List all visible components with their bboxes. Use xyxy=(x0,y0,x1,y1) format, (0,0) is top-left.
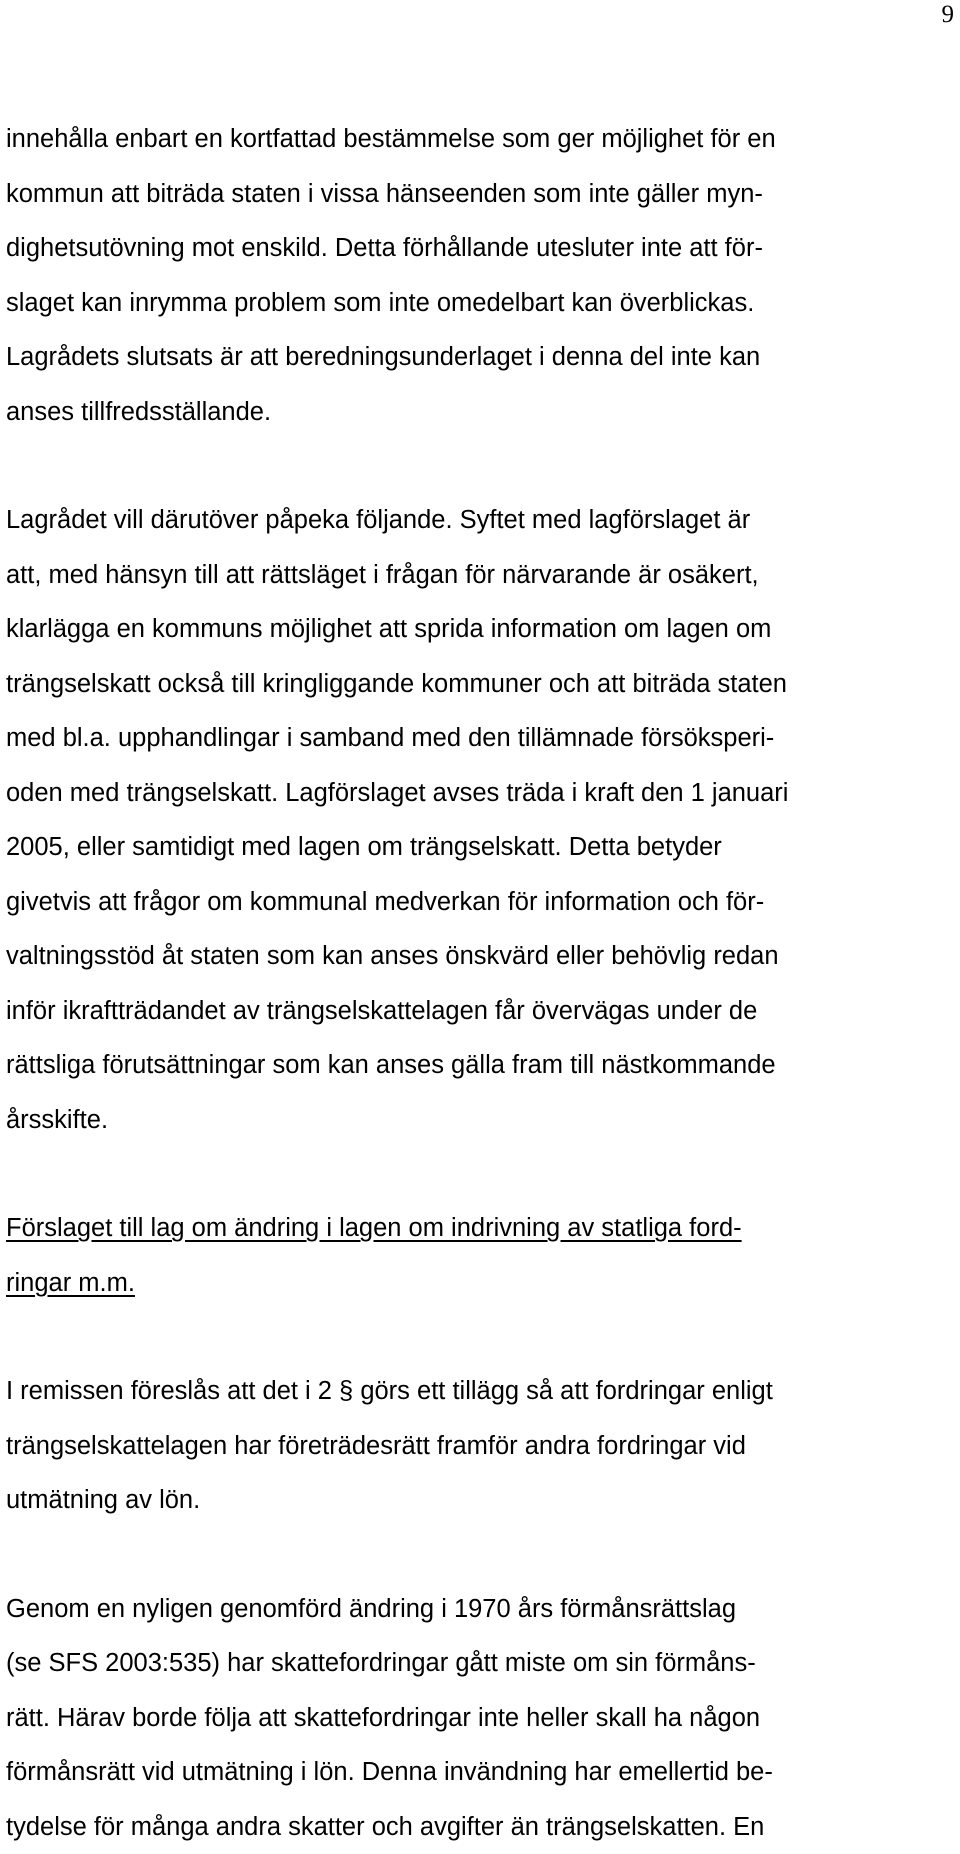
text-line: Lagrådet vill därutöver påpeka följande. Syftet med lagförslaget är xyxy=(6,493,956,548)
page-number: 9 xyxy=(942,2,955,27)
text-line: givetvis att frågor om kommunal medverkan för information och för- xyxy=(6,875,956,930)
paragraph-priority-law xyxy=(6,1582,956,1854)
text-line: anses tillfredsställande. xyxy=(6,385,956,440)
text-line: valtningsstöd åt staten som kan anses önskvärd eller behövlig redan xyxy=(6,929,956,984)
paragraph-spacer xyxy=(6,1528,956,1582)
text-line: årsskifte. xyxy=(6,1093,956,1148)
document-body xyxy=(6,112,956,1854)
text-line: innehålla enbart en kortfattad bestämmelse som ger möjlighet för en xyxy=(6,112,956,167)
text-line: att, med hänsyn till att rättsläget i frågan för närvarande är osäkert, xyxy=(6,548,956,603)
paragraph-spacer xyxy=(6,1147,956,1201)
text-line: (se SFS 2003:535) har skattefordringar gått miste om sin förmåns- xyxy=(6,1636,956,1691)
heading-line xyxy=(6,1256,956,1311)
text-line: rättsliga förutsättningar som kan anses gälla fram till nästkommande xyxy=(6,1038,956,1093)
paragraph-additional-remarks xyxy=(6,493,956,1147)
heading-text: ringar m.m. xyxy=(6,1269,135,1297)
text-line: trängselskatt också till kringliggande kommuner och att biträda staten xyxy=(6,657,956,712)
text-line: inför ikraftträdandet av trängselskattelagen får övervägas under de xyxy=(6,984,956,1039)
text-line: Genom en nyligen genomförd ändring i 1970 års förmånsrättslag xyxy=(6,1582,956,1637)
text-line: med bl.a. upphandlingar i samband med den tillämnade försöksperi- xyxy=(6,711,956,766)
text-line: trängselskattelagen har företrädesrätt framför andra fordringar vid xyxy=(6,1419,956,1474)
text-line: utmätning av lön. xyxy=(6,1473,956,1528)
text-line: klarlägga en kommuns möjlighet att sprida information om lagen om xyxy=(6,602,956,657)
paragraph-spacer xyxy=(6,1310,956,1364)
text-line: 2005, eller samtidigt med lagen om trängselskatt. Detta betyder xyxy=(6,820,956,875)
text-line: slaget kan inrymma problem som inte omedelbart kan överblickas. xyxy=(6,276,956,331)
text-line: dighetsutövning mot enskild. Detta förhållande utesluter inte att för- xyxy=(6,221,956,276)
paragraph-spacer xyxy=(6,439,956,493)
text-line: I remissen föreslås att det i 2 § görs ett tillägg så att fordringar enligt xyxy=(6,1364,956,1419)
paragraph-proposal xyxy=(6,1364,956,1528)
paragraph-assessment xyxy=(6,112,956,439)
text-line: förmånsrätt vid utmätning i lön. Denna invändning har emellertid be- xyxy=(6,1745,956,1800)
text-line: Lagrådets slutsats är att beredningsunderlaget i denna del inte kan xyxy=(6,330,956,385)
text-line: kommun att biträda staten i vissa hänseenden som inte gäller myn- xyxy=(6,167,956,222)
heading-line xyxy=(6,1201,956,1256)
text-line: rätt. Härav borde följa att skattefordringar inte heller skall ha någon xyxy=(6,1691,956,1746)
text-line: tydelse för många andra skatter och avgifter än trängselskatten. En xyxy=(6,1800,956,1854)
heading-text: Förslaget till lag om ändring i lagen om indrivning av statliga ford- xyxy=(6,1214,742,1242)
text-line: oden med trängselskatt. Lagförslaget avses träda i kraft den 1 januari xyxy=(6,766,956,821)
section-heading xyxy=(6,1201,956,1310)
